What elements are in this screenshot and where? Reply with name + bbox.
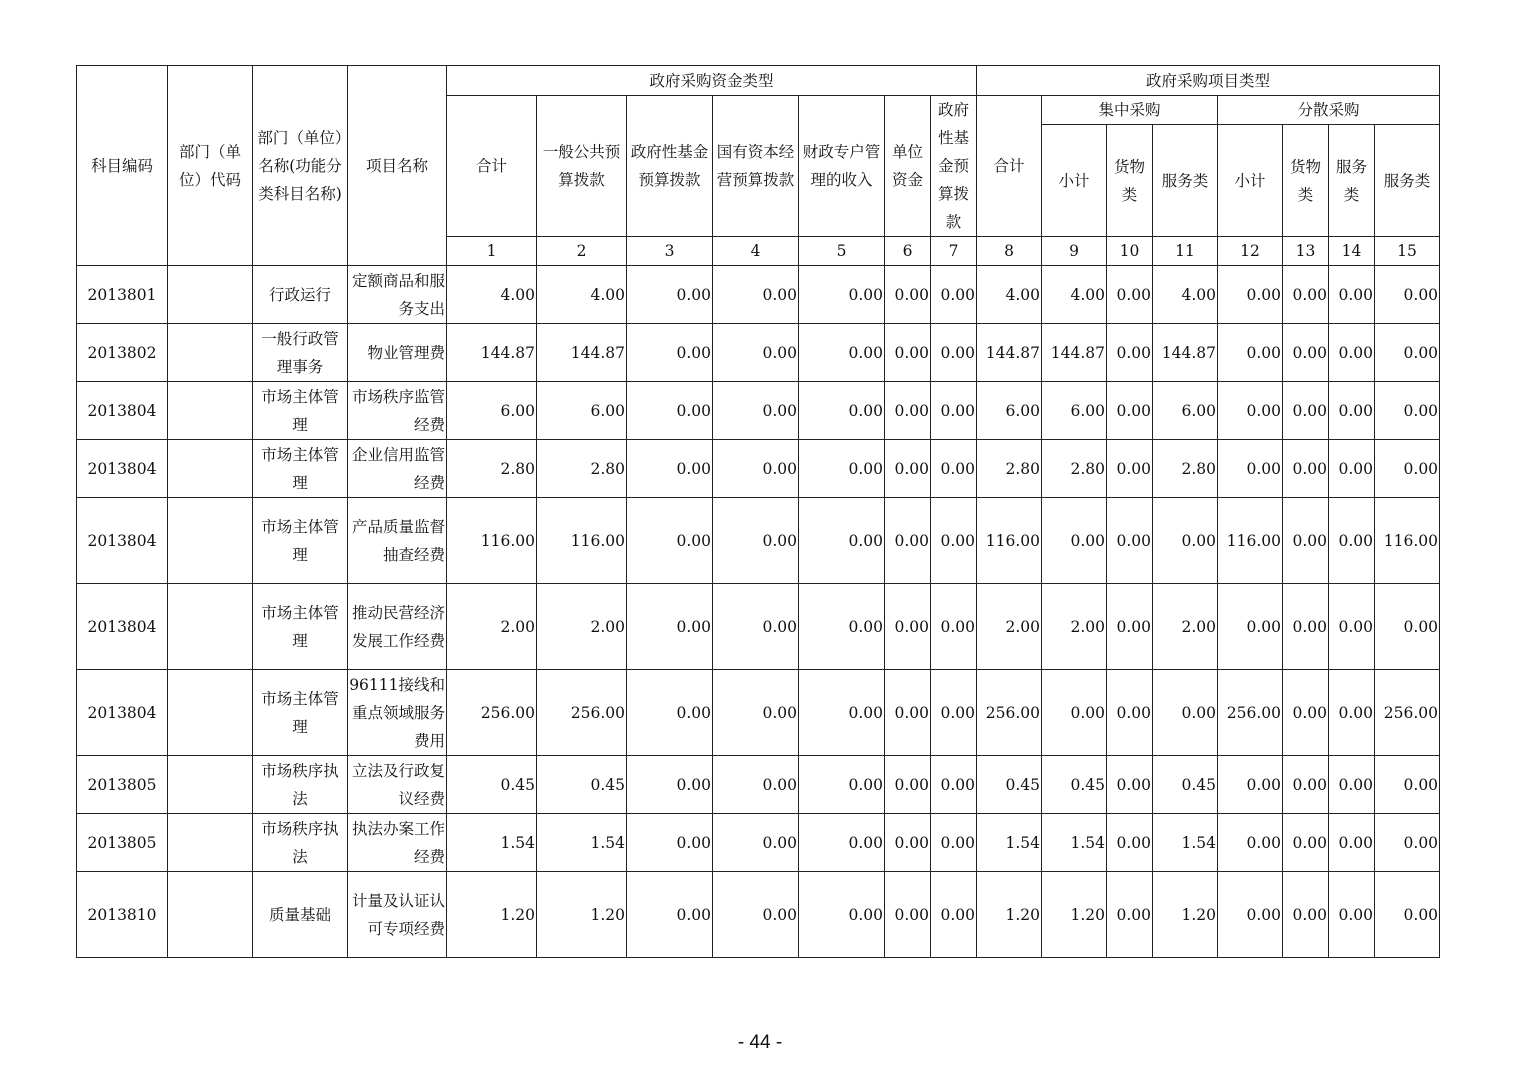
- value-cell: 0.00: [931, 584, 977, 670]
- value-cell: 0.00: [713, 498, 799, 584]
- value-cell: 0.00: [931, 266, 977, 324]
- col-number: 13: [1283, 237, 1329, 266]
- value-cell: 0.00: [1107, 756, 1153, 814]
- value-cell: 0.00: [1283, 872, 1329, 958]
- value-cell: 0.00: [799, 814, 885, 872]
- header-d-services: 服务类: [1329, 125, 1375, 237]
- value-cell: 144.87: [537, 324, 627, 382]
- col-number: 14: [1329, 237, 1375, 266]
- value-cell: 0.00: [885, 584, 931, 670]
- subject-code-cell: 2013805: [77, 814, 168, 872]
- project-name-cell: 96111接线和重点领域服务费用: [348, 670, 447, 756]
- value-cell: 0.00: [931, 756, 977, 814]
- header-d-services-2: 服务类: [1375, 125, 1440, 237]
- value-cell: 0.45: [447, 756, 537, 814]
- project-name-cell: 推动民营经济发展工作经费: [348, 584, 447, 670]
- dept-code-cell: [168, 756, 253, 814]
- table-row: [77, 814, 1440, 872]
- value-cell: 2.80: [977, 440, 1042, 498]
- dept-code-cell: [168, 440, 253, 498]
- value-cell: 0.00: [885, 756, 931, 814]
- header-centralized: 集中采购: [1042, 96, 1218, 125]
- dept-code-cell: [168, 382, 253, 440]
- value-cell: 0.00: [1107, 324, 1153, 382]
- col-number: 3: [627, 237, 713, 266]
- value-cell: 0.00: [627, 382, 713, 440]
- value-cell: 256.00: [1375, 670, 1440, 756]
- value-cell: 2.80: [447, 440, 537, 498]
- table-row: [77, 872, 1440, 958]
- project-name-cell: 企业信用监管经费: [348, 440, 447, 498]
- value-cell: 0.00: [627, 670, 713, 756]
- value-cell: 116.00: [1218, 498, 1283, 584]
- table-header: [77, 66, 1440, 266]
- page-number: - 44 -: [737, 1032, 783, 1053]
- value-cell: 0.00: [627, 324, 713, 382]
- subject-code-cell: 2013805: [77, 756, 168, 814]
- col-number: 9: [1042, 237, 1107, 266]
- value-cell: 4.00: [977, 266, 1042, 324]
- value-cell: 256.00: [1218, 670, 1283, 756]
- value-cell: 144.87: [1153, 324, 1218, 382]
- value-cell: 0.00: [1283, 382, 1329, 440]
- value-cell: 0.00: [713, 324, 799, 382]
- dept-name-cell: 市场主体管理: [253, 498, 348, 584]
- value-cell: 0.00: [1218, 266, 1283, 324]
- value-cell: 0.00: [1375, 872, 1440, 958]
- value-cell: 0.00: [885, 266, 931, 324]
- value-cell: 2.00: [447, 584, 537, 670]
- value-cell: 0.00: [1329, 266, 1375, 324]
- project-name-cell: 产品质量监督抽查经费: [348, 498, 447, 584]
- value-cell: 0.00: [1329, 324, 1375, 382]
- value-cell: 2.80: [1153, 440, 1218, 498]
- value-cell: 4.00: [1042, 266, 1107, 324]
- value-cell: 256.00: [977, 670, 1042, 756]
- value-cell: 0.00: [713, 872, 799, 958]
- value-cell: 0.00: [1107, 382, 1153, 440]
- value-cell: 0.00: [799, 872, 885, 958]
- value-cell: 0.00: [1375, 584, 1440, 670]
- dept-code-cell: [168, 324, 253, 382]
- dept-code-cell: [168, 670, 253, 756]
- value-cell: 0.00: [1375, 440, 1440, 498]
- col-number: 4: [713, 237, 799, 266]
- col-number: 7: [931, 237, 977, 266]
- value-cell: 0.00: [1107, 670, 1153, 756]
- value-cell: 1.20: [977, 872, 1042, 958]
- col-number: 10: [1107, 237, 1153, 266]
- col-number: 8: [977, 237, 1042, 266]
- value-cell: 0.00: [1283, 324, 1329, 382]
- value-cell: 0.00: [1329, 498, 1375, 584]
- value-cell: 0.00: [1218, 324, 1283, 382]
- header-state-capital-budget: 国有资本经营预算拨款: [713, 96, 799, 237]
- value-cell: 0.00: [931, 324, 977, 382]
- value-cell: 144.87: [447, 324, 537, 382]
- value-cell: 0.00: [713, 266, 799, 324]
- value-cell: 0.00: [1218, 756, 1283, 814]
- value-cell: 0.00: [1329, 584, 1375, 670]
- project-name-cell: 定额商品和服务支出: [348, 266, 447, 324]
- value-cell: 6.00: [1042, 382, 1107, 440]
- value-cell: 0.00: [1375, 324, 1440, 382]
- header-project-name: 项目名称: [348, 66, 447, 266]
- value-cell: 0.45: [977, 756, 1042, 814]
- col-number: 11: [1153, 237, 1218, 266]
- value-cell: 0.00: [627, 498, 713, 584]
- project-name-cell: 市场秩序监管经费: [348, 382, 447, 440]
- value-cell: 0.00: [931, 872, 977, 958]
- value-cell: 0.00: [931, 814, 977, 872]
- header-fund-total: 合计: [447, 96, 537, 237]
- value-cell: 0.00: [931, 498, 977, 584]
- table-row: [77, 266, 1440, 324]
- value-cell: 2.00: [1153, 584, 1218, 670]
- value-cell: 0.00: [713, 814, 799, 872]
- value-cell: 0.00: [1329, 872, 1375, 958]
- header-c-services: 服务类: [1153, 125, 1218, 237]
- value-cell: 0.00: [1329, 382, 1375, 440]
- value-cell: 2.00: [537, 584, 627, 670]
- dept-name-cell: 市场秩序执法: [253, 756, 348, 814]
- value-cell: 0.00: [1153, 498, 1218, 584]
- value-cell: 0.00: [713, 584, 799, 670]
- table-row: [77, 670, 1440, 756]
- value-cell: 0.00: [799, 324, 885, 382]
- value-cell: 0.00: [1218, 584, 1283, 670]
- value-cell: 2.80: [1042, 440, 1107, 498]
- value-cell: 0.00: [1283, 756, 1329, 814]
- table-row: [77, 324, 1440, 382]
- value-cell: 1.20: [1153, 872, 1218, 958]
- procurement-table: [76, 65, 1440, 958]
- value-cell: 0.00: [1329, 814, 1375, 872]
- value-cell: 0.45: [1153, 756, 1218, 814]
- header-c-goods: 货物类: [1107, 125, 1153, 237]
- value-cell: 116.00: [537, 498, 627, 584]
- value-cell: 1.54: [1042, 814, 1107, 872]
- value-cell: 0.00: [1375, 814, 1440, 872]
- dept-code-cell: [168, 814, 253, 872]
- value-cell: 0.00: [1218, 382, 1283, 440]
- table-row: [77, 756, 1440, 814]
- table-row: [77, 382, 1440, 440]
- value-cell: 6.00: [537, 382, 627, 440]
- col-number: 2: [537, 237, 627, 266]
- value-cell: 0.00: [1375, 382, 1440, 440]
- value-cell: 0.00: [627, 814, 713, 872]
- value-cell: 0.00: [1218, 440, 1283, 498]
- value-cell: 0.00: [1042, 670, 1107, 756]
- subject-code-cell: 2013810: [77, 872, 168, 958]
- value-cell: 0.00: [799, 498, 885, 584]
- value-cell: 0.00: [885, 670, 931, 756]
- value-cell: 1.54: [447, 814, 537, 872]
- value-cell: 0.00: [1218, 872, 1283, 958]
- dept-name-cell: 市场主体管理: [253, 584, 348, 670]
- value-cell: 0.00: [1218, 814, 1283, 872]
- subject-code-cell: 2013804: [77, 584, 168, 670]
- value-cell: 1.54: [537, 814, 627, 872]
- value-cell: 4.00: [537, 266, 627, 324]
- col-number: 15: [1375, 237, 1440, 266]
- value-cell: 0.00: [1107, 814, 1153, 872]
- value-cell: 0.00: [931, 440, 977, 498]
- table-row: [77, 584, 1440, 670]
- value-cell: 116.00: [1375, 498, 1440, 584]
- value-cell: 0.00: [1283, 670, 1329, 756]
- value-cell: 0.00: [799, 584, 885, 670]
- value-cell: 1.54: [977, 814, 1042, 872]
- value-cell: 1.20: [447, 872, 537, 958]
- value-cell: 0.00: [885, 872, 931, 958]
- value-cell: 0.00: [1042, 498, 1107, 584]
- table-row: [77, 498, 1440, 584]
- project-name-cell: 立法及行政复议经费: [348, 756, 447, 814]
- value-cell: 0.00: [1375, 756, 1440, 814]
- value-cell: 0.45: [1042, 756, 1107, 814]
- header-d-subtotal: 小计: [1218, 125, 1283, 237]
- value-cell: 0.00: [931, 382, 977, 440]
- header-dept-name: 部门（单位）名称(功能分类科目名称): [253, 66, 348, 266]
- dept-code-cell: [168, 584, 253, 670]
- value-cell: 0.00: [1283, 498, 1329, 584]
- header-unit-funds: 单位资金: [885, 96, 931, 237]
- value-cell: 0.00: [627, 584, 713, 670]
- value-cell: 0.00: [627, 266, 713, 324]
- header-gov-fund-budget: 政府性基金预算拨款: [627, 96, 713, 237]
- subject-code-cell: 2013804: [77, 382, 168, 440]
- value-cell: 0.00: [1283, 440, 1329, 498]
- header-c-subtotal: 小计: [1042, 125, 1107, 237]
- project-name-cell: 物业管理费: [348, 324, 447, 382]
- col-number: 1: [447, 237, 537, 266]
- header-dept-code: 部门（单位）代码: [168, 66, 253, 266]
- subject-code-cell: 2013804: [77, 670, 168, 756]
- dept-code-cell: [168, 266, 253, 324]
- value-cell: 2.80: [537, 440, 627, 498]
- value-cell: 0.00: [885, 814, 931, 872]
- value-cell: 0.00: [713, 382, 799, 440]
- dept-name-cell: 市场主体管理: [253, 440, 348, 498]
- value-cell: 0.00: [1107, 266, 1153, 324]
- dept-name-cell: 市场秩序执法: [253, 814, 348, 872]
- value-cell: 0.00: [713, 670, 799, 756]
- value-cell: 0.00: [1283, 584, 1329, 670]
- value-cell: 116.00: [977, 498, 1042, 584]
- header-fund-type-group: 政府采购资金类型: [447, 66, 977, 96]
- value-cell: 0.00: [1329, 756, 1375, 814]
- col-number: 6: [885, 237, 931, 266]
- project-name-cell: 计量及认证认可专项经费: [348, 872, 447, 958]
- subject-code-cell: 2013804: [77, 498, 168, 584]
- value-cell: 4.00: [447, 266, 537, 324]
- value-cell: 256.00: [447, 670, 537, 756]
- value-cell: 0.00: [1283, 814, 1329, 872]
- value-cell: 0.00: [885, 324, 931, 382]
- value-cell: 144.87: [1042, 324, 1107, 382]
- value-cell: 0.00: [1107, 498, 1153, 584]
- value-cell: 1.20: [537, 872, 627, 958]
- header-project-total: 合计: [977, 96, 1042, 237]
- value-cell: 0.00: [885, 440, 931, 498]
- value-cell: 0.00: [885, 382, 931, 440]
- value-cell: 0.45: [537, 756, 627, 814]
- subject-code-cell: 2013801: [77, 266, 168, 324]
- value-cell: 6.00: [447, 382, 537, 440]
- value-cell: 0.00: [799, 266, 885, 324]
- value-cell: 4.00: [1153, 266, 1218, 324]
- dept-name-cell: 行政运行: [253, 266, 348, 324]
- value-cell: 0.00: [1329, 440, 1375, 498]
- dept-code-cell: [168, 872, 253, 958]
- dept-name-cell: 一般行政管理事务: [253, 324, 348, 382]
- value-cell: 2.00: [977, 584, 1042, 670]
- dept-name-cell: 质量基础: [253, 872, 348, 958]
- value-cell: 0.00: [1107, 584, 1153, 670]
- value-cell: 1.20: [1042, 872, 1107, 958]
- header-d-goods: 货物类: [1283, 125, 1329, 237]
- header-general-budget: 一般公共预算拨款: [537, 96, 627, 237]
- value-cell: 0.00: [627, 440, 713, 498]
- value-cell: 0.00: [713, 440, 799, 498]
- value-cell: 0.00: [799, 440, 885, 498]
- value-cell: 0.00: [1283, 266, 1329, 324]
- value-cell: 0.00: [799, 670, 885, 756]
- value-cell: 6.00: [1153, 382, 1218, 440]
- value-cell: 0.00: [1329, 670, 1375, 756]
- value-cell: 0.00: [1153, 670, 1218, 756]
- value-cell: 1.54: [1153, 814, 1218, 872]
- header-subject-code: 科目编码: [77, 66, 168, 266]
- value-cell: 0.00: [799, 756, 885, 814]
- header-gov-fund-budget-2: 政府性基金预算拨款: [931, 96, 977, 237]
- project-name-cell: 执法办案工作经费: [348, 814, 447, 872]
- value-cell: 0.00: [1375, 266, 1440, 324]
- header-project-type-group: 政府采购项目类型: [977, 66, 1440, 96]
- col-number: 5: [799, 237, 885, 266]
- value-cell: 0.00: [713, 756, 799, 814]
- value-cell: 0.00: [1107, 440, 1153, 498]
- dept-name-cell: 市场主体管理: [253, 382, 348, 440]
- value-cell: 256.00: [537, 670, 627, 756]
- subject-code-cell: 2013802: [77, 324, 168, 382]
- value-cell: 0.00: [627, 756, 713, 814]
- value-cell: 2.00: [1042, 584, 1107, 670]
- table-body: [77, 266, 1440, 958]
- value-cell: 0.00: [627, 872, 713, 958]
- value-cell: 0.00: [1107, 872, 1153, 958]
- value-cell: 116.00: [447, 498, 537, 584]
- table-row: [77, 440, 1440, 498]
- header-decentralized: 分散采购: [1218, 96, 1440, 125]
- value-cell: 144.87: [977, 324, 1042, 382]
- col-number: 12: [1218, 237, 1283, 266]
- value-cell: 6.00: [977, 382, 1042, 440]
- value-cell: 0.00: [885, 498, 931, 584]
- value-cell: 0.00: [799, 382, 885, 440]
- header-fiscal-special-income: 财政专户管理的收入: [799, 96, 885, 237]
- dept-name-cell: 市场主体管理: [253, 670, 348, 756]
- value-cell: 0.00: [931, 670, 977, 756]
- dept-code-cell: [168, 498, 253, 584]
- subject-code-cell: 2013804: [77, 440, 168, 498]
